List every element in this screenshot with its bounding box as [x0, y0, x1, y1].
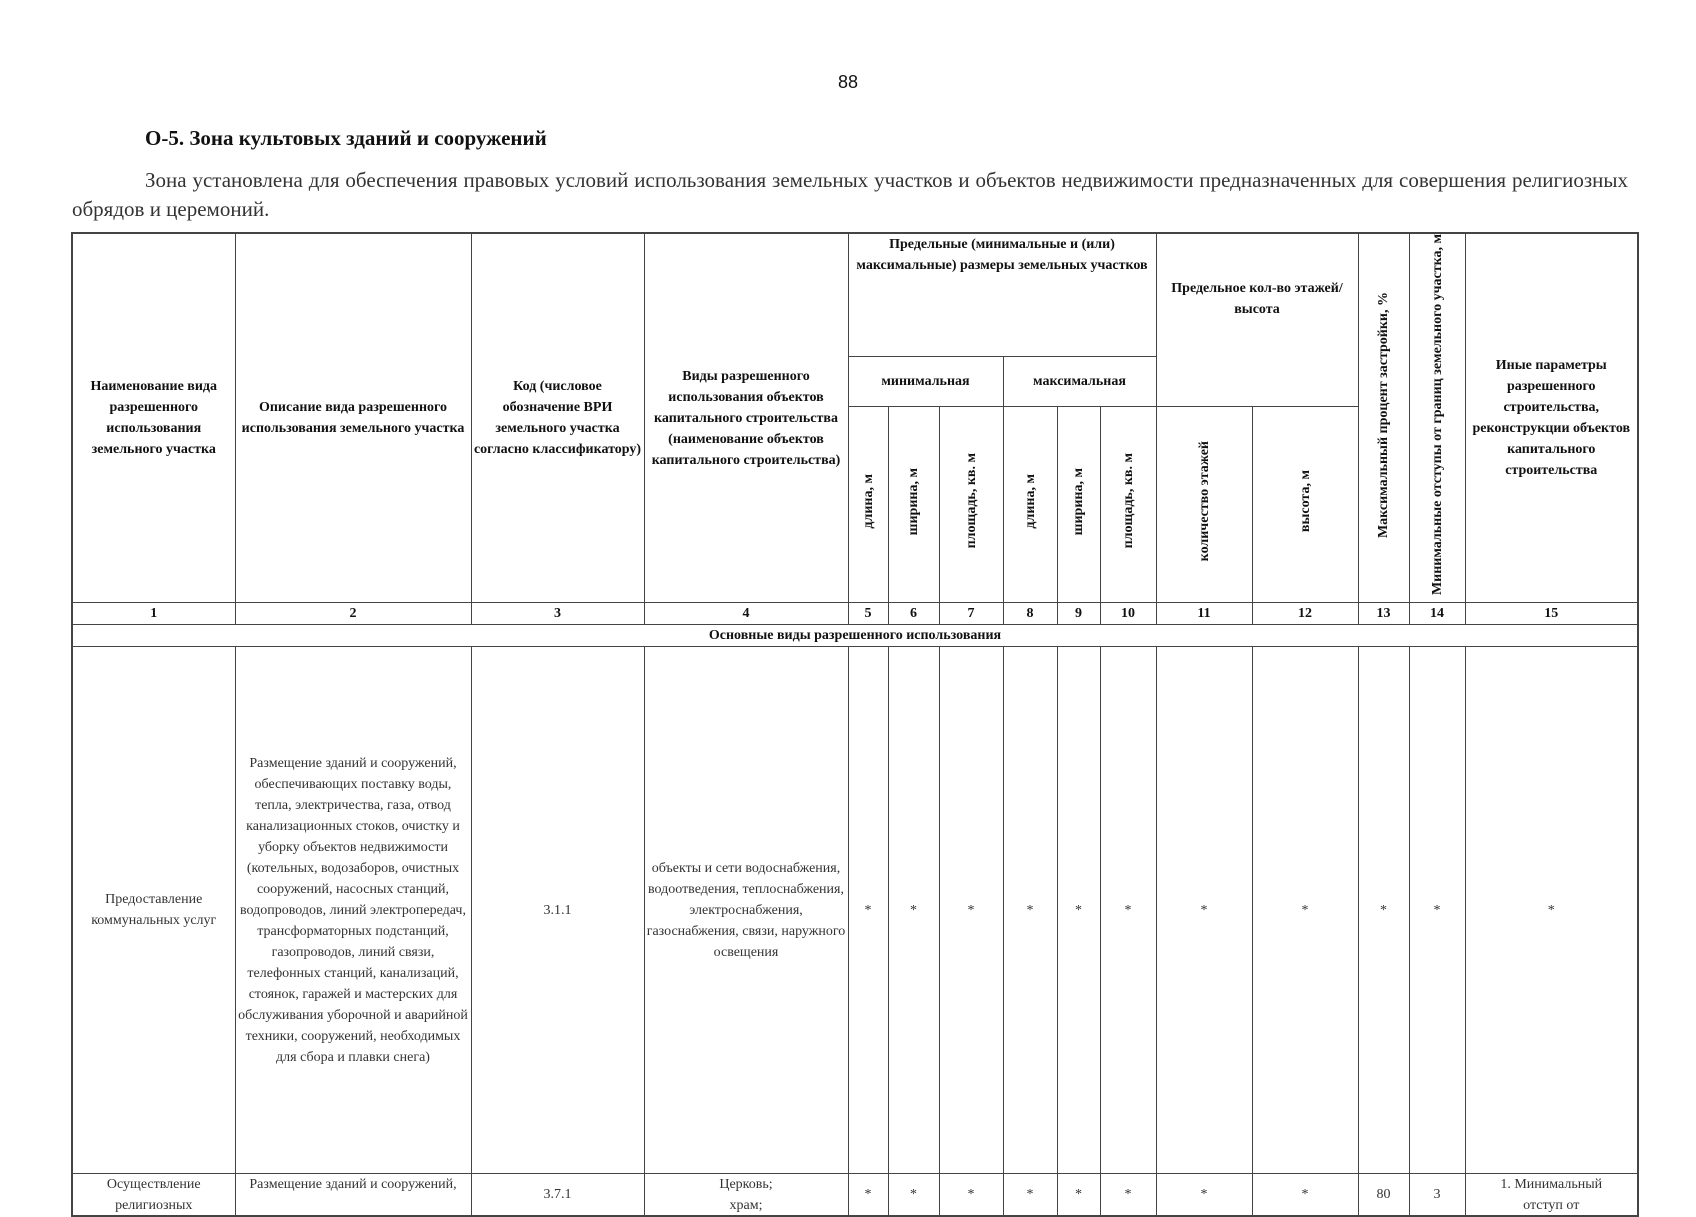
header-vri-code: Код (числовое обозначение ВРИ земельного участка согласно классификатору): [471, 233, 644, 603]
max-area-value: *: [1100, 1174, 1156, 1216]
min-length-value: *: [848, 647, 888, 1174]
header-maximum: максимальная: [1003, 356, 1156, 407]
column-number: 2: [235, 603, 471, 625]
header-oks-types: Виды разрешенного использования объектов капитального строительства (наименование объектов капитального строительства): [644, 233, 848, 603]
max-width-value: *: [1057, 1174, 1100, 1216]
header-min-width: ширина, м: [906, 467, 921, 535]
max-width-value: *: [1057, 647, 1100, 1174]
max-area-value: *: [1100, 647, 1156, 1174]
max-length-value: *: [1003, 647, 1057, 1174]
column-number: 13: [1358, 603, 1409, 625]
column-number: 4: [644, 603, 848, 625]
column-number: 15: [1465, 603, 1638, 625]
header-min-setback-cell: [1409, 233, 1465, 603]
vri-name: Осуществление религиозных: [72, 1174, 235, 1216]
page-number: 88: [837, 72, 859, 92]
min-width-value: *: [888, 1174, 939, 1216]
header-max-coverage: Максимальный процент застройки, %: [1376, 291, 1391, 538]
header-min-width-cell: [888, 407, 939, 603]
oks-objects: Церковь; храм;: [644, 1174, 848, 1216]
column-number: 12: [1252, 603, 1358, 625]
header-height: высота, м: [1297, 470, 1313, 533]
header-min-setback: Минимальные отступы от границ земельного участка, м: [1429, 234, 1445, 596]
other-params-value: *: [1465, 647, 1638, 1174]
header-max-length-cell: [1003, 407, 1057, 603]
header-max-width-cell: [1057, 407, 1100, 603]
header-vri-name: Наименование вида разрешенного использования земельного участка: [72, 233, 235, 603]
height-value: *: [1252, 1174, 1358, 1216]
column-number: 7: [939, 603, 1003, 625]
max-coverage-value: 80: [1358, 1174, 1409, 1216]
column-number: 8: [1003, 603, 1057, 625]
floor-count-value: *: [1156, 647, 1252, 1174]
header-min-length-cell: [848, 407, 888, 603]
other-params-value: 1. Минимальный отступ от: [1465, 1174, 1638, 1216]
column-number: 3: [471, 603, 644, 625]
height-value: *: [1252, 647, 1358, 1174]
header-min-length: длина, м: [860, 473, 876, 529]
header-max-width: ширина, м: [1071, 467, 1086, 535]
header-min-area: площадь, кв. м: [963, 453, 979, 549]
header-minimum: минимальная: [848, 356, 1003, 407]
min-area-value: *: [939, 1174, 1003, 1216]
header-floor-count: количество этажей: [1196, 441, 1212, 562]
min-width-value: *: [888, 647, 939, 1174]
column-number: 6: [888, 603, 939, 625]
header-max-length: длина, м: [1022, 473, 1038, 529]
intro-paragraph: Зона установлена для обеспечения правовых условий использования земельных участков и объектов недвижимости предназначенных для совершения религиозных обрядов и церемоний.: [72, 168, 1628, 221]
header-floors-height: Предельное кол-во этажей/высота: [1156, 233, 1358, 407]
vri-description: Размещение зданий и сооружений,: [235, 1174, 471, 1216]
header-max-area-cell: [1100, 407, 1156, 603]
vri-code: 3.1.1: [471, 647, 644, 1174]
column-number: 11: [1156, 603, 1252, 625]
header-vri-description: Описание вида разрешенного использования земельного участка: [235, 233, 471, 603]
header-plot-size-limits: Предельные (минимальные и (или) максимальные) размеры земельных участков: [848, 233, 1156, 356]
vri-code: 3.7.1: [471, 1174, 644, 1216]
column-number: 5: [848, 603, 888, 625]
table-row: [72, 647, 1638, 1174]
header-floor-count-cell: [1156, 407, 1252, 603]
vri-description: Размещение зданий и сооружений, обеспечивающих поставку воды, тепла, электричества, газа, отвод канализационных стоков, очистку и уборку объектов недвижимости (котельных, водозаборов, очистных сооружений, насосных станций, водопроводов, линий электропередач, трансформаторных подстанций, газопроводов, линий связи, телефонных станций, канализаций, стоянок, гаражей и мастерских для обслуживания уборочной и аварийной техники, сооружений, необходимых для сбора и плавки снега): [235, 647, 471, 1174]
column-number: 14: [1409, 603, 1465, 625]
regulations-table: [71, 232, 1639, 1217]
header-min-area-cell: [939, 407, 1003, 603]
max-coverage-value: *: [1358, 647, 1409, 1174]
header-height-cell: [1252, 407, 1358, 603]
vri-name: Предоставление коммунальных услуг: [72, 647, 235, 1174]
min-length-value: *: [848, 1174, 888, 1216]
table-row: [72, 1174, 1638, 1216]
header-max-coverage-cell: [1358, 233, 1409, 603]
min-area-value: *: [939, 647, 1003, 1174]
header-max-area: площадь, кв. м: [1120, 453, 1136, 549]
section-heading: Основные виды разрешенного использования: [72, 625, 1638, 647]
section-title: О-5. Зона культовых зданий и сооружений: [145, 126, 547, 150]
max-length-value: *: [1003, 1174, 1057, 1216]
min-setback-value: *: [1409, 647, 1465, 1174]
floor-count-value: *: [1156, 1174, 1252, 1216]
column-number: 9: [1057, 603, 1100, 625]
column-number: 10: [1100, 603, 1156, 625]
min-setback-value: 3: [1409, 1174, 1465, 1216]
oks-objects: объекты и сети водоснабжения, водоотведения, теплоснабжения, электроснабжения, газоснабжения, связи, наружного освещения: [644, 647, 848, 1174]
header-other-params: Иные параметры разрешенного строительства, реконструкции объектов капитального строительства: [1465, 233, 1638, 603]
column-number: 1: [72, 603, 235, 625]
